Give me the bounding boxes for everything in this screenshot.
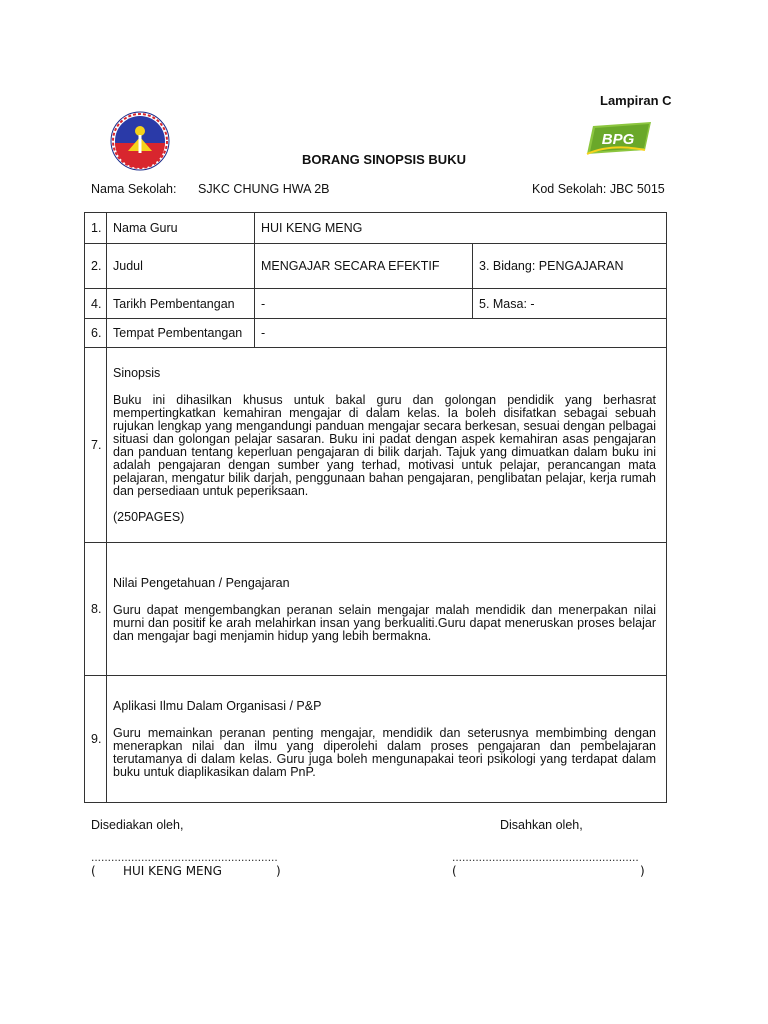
knowledge-value-label: Nilai Pengetahuan / Pengajaran xyxy=(113,575,290,590)
row-number: 1. xyxy=(85,213,107,244)
row-place xyxy=(85,319,667,348)
time-value: 5. Masa: - xyxy=(473,289,667,319)
row-title xyxy=(85,244,667,289)
school-code: Kod Sekolah: JBC 5015 xyxy=(532,182,665,196)
knowledge-value-cell xyxy=(107,543,667,676)
field-value: 3. Bidang: PENGAJARAN xyxy=(473,244,667,289)
synopsis-pages: (250PAGES) xyxy=(113,510,185,524)
approved-signature-line: ........................................................ xyxy=(452,850,639,864)
row-knowledge-value xyxy=(85,543,667,676)
open-paren: ( xyxy=(452,864,457,878)
application-cell xyxy=(107,676,667,803)
school-name-label: Nama Sekolah: xyxy=(91,182,177,196)
teacher-name-value: HUI KENG MENG xyxy=(255,213,667,244)
synopsis-form-table xyxy=(84,212,667,803)
row-synopsis xyxy=(85,348,667,543)
application-text: Guru memainkan peranan penting mengajar, mendidik dan seterusnya membimbing dengan menerapkan nilai dan ilmu yang diperolehi dalam proses pengajaran dan pembelajaran terutamanya di dalam kelas. Guru juga boleh mengunapakai teori psikologi yang terdapat dalam buku untuk diaplikasikan dalam PnP. xyxy=(113,726,656,779)
row-date xyxy=(85,289,667,319)
row-number: 9. xyxy=(85,676,107,803)
appendix-label: Lampiran C xyxy=(600,93,672,108)
form-title: BORANG SINOPSIS BUKU xyxy=(302,152,466,167)
synopsis-text: Buku ini dihasilkan khusus untuk bakal guru dan golongan pendidik yang berhasrat mempertingkatkan kemahiran mengajar di dalam kelas. Ia boleh disifatkan sebagai sebuah rujukan lengkap yang mengandungi panduan mengajar secara berkesan, sesuai dengan pelbagai situasi dan golongan pelajar sasaran. Buku ini padat dengan aspek kemahiran asas pengajaran dan panduan tentang keperluan pengajaran di bilik darjah. Tajuk yang dimuatkan dalam buku ini adalah pengajaran dengan sumber yang terhad, motivasi untuk pelajar, perancangan mata pelajaran, mengatur bilik darjah, penggunaan bahan pengajaran, penglibatan pelajar, kerja rumah dan persediaan untuk peperiksaan. xyxy=(113,393,656,498)
row-number: 7. xyxy=(85,348,107,543)
teacher-name-label: Nama Guru xyxy=(107,213,255,244)
synopsis-label: Sinopsis xyxy=(113,366,161,380)
open-paren: ( xyxy=(91,864,96,878)
synopsis-cell xyxy=(107,348,667,543)
row-number: 2. xyxy=(85,244,107,289)
date-value: - xyxy=(255,289,473,319)
prepared-by-name: HUI KENG MENG xyxy=(123,864,222,878)
title-label: Judul xyxy=(107,244,255,289)
row-teacher-name xyxy=(85,213,667,244)
prepared-signature-line: ........................................................ xyxy=(91,850,278,864)
application-label: Aplikasi Ilmu Dalam Organisasi / P&P xyxy=(113,699,322,713)
svg-text:BPG: BPG xyxy=(601,131,635,148)
close-paren: ) xyxy=(276,864,281,878)
row-number: 6. xyxy=(85,319,107,348)
row-application xyxy=(85,676,667,803)
place-value: - xyxy=(255,319,667,348)
row-number: 4. xyxy=(85,289,107,319)
school-name-value: SJKC CHUNG HWA 2B xyxy=(198,182,330,196)
title-value: MENGAJAR SECARA EFEKTIF xyxy=(255,244,473,289)
close-paren: ) xyxy=(640,864,645,878)
place-label: Tempat Pembentangan xyxy=(107,319,255,348)
date-label: Tarikh Pembentangan xyxy=(107,289,255,319)
row-number: 8. xyxy=(85,543,107,676)
approved-by-label: Disahkan oleh, xyxy=(500,818,583,832)
knowledge-value-text: Guru dapat mengembangkan peranan selain mengajar malah mendidik dan menerpakan nilai murni dan positif ke arah melahirkan insan yang berkualiti.Guru dapat meneruskan proses belajar dan mengajar bagi menjamin hidup yang lebih bermakna. xyxy=(113,602,656,643)
prepared-by-label: Disediakan oleh, xyxy=(91,818,184,832)
